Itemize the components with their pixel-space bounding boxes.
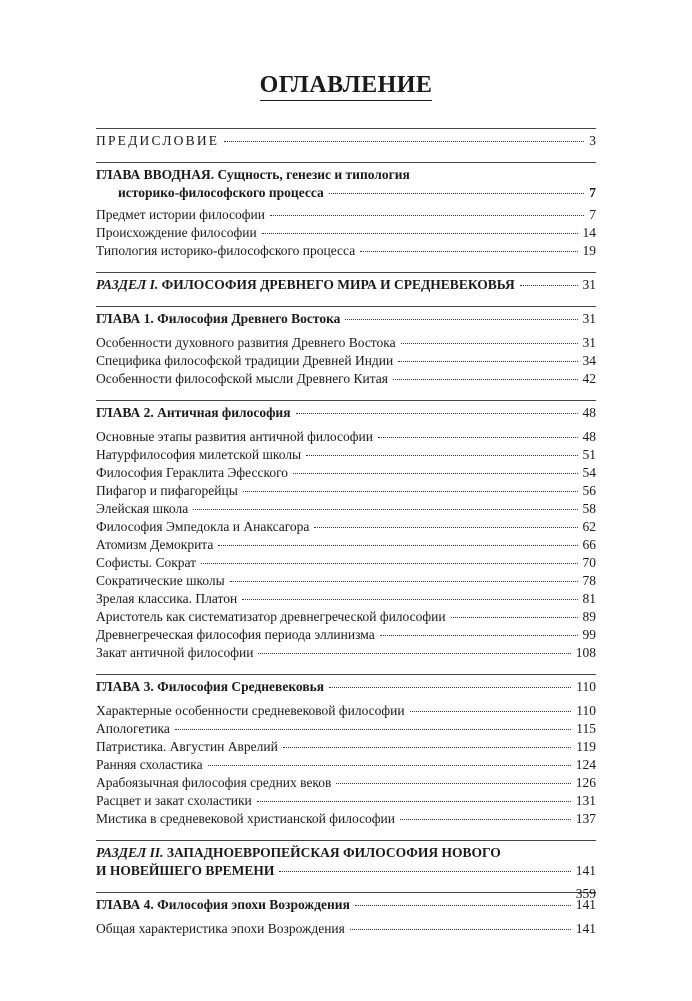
toc-entry-page: 124: [575, 757, 596, 772]
toc-entry-page: 137: [575, 811, 596, 826]
chapter-4-items: [96, 920, 596, 938]
toc-entry-label: Сократические школы: [96, 573, 225, 588]
toc-entry-label: Пифагор и пифагорейцы: [96, 483, 238, 498]
toc-entry[interactable]: [96, 702, 596, 720]
toc-entry-label: Патристика. Августин Аврелий: [96, 739, 278, 754]
toc-entry-page: 81: [582, 591, 596, 606]
leader-dots: [201, 562, 577, 564]
leader-dots: [224, 140, 584, 142]
toc-entry-page: 14: [582, 225, 596, 240]
chapter-1-items: [96, 334, 596, 388]
toc-entry-label: Особенности духовного развития Древнего Востока: [96, 335, 396, 350]
leader-dots: [401, 342, 578, 344]
leader-dots: [355, 904, 571, 906]
toc-entry-label: Общая характеристика эпохи Возрождения: [96, 921, 345, 936]
toc-entry[interactable]: [96, 720, 596, 738]
toc-entry-label: Мистика в средневековой христианской философии: [96, 811, 396, 826]
toc-entry-label: Элейская школа: [96, 501, 189, 516]
leader-dots: [360, 250, 577, 252]
leader-dots: [279, 870, 570, 872]
chapter-3-items: [96, 702, 596, 828]
leader-dots: [293, 472, 577, 474]
toc-entry[interactable]: [96, 738, 596, 756]
leader-dots: [398, 360, 577, 362]
leader-dots: [306, 454, 577, 456]
toc-entry-page: 51: [582, 447, 596, 462]
leader-dots: [378, 436, 578, 438]
leader-dots: [329, 192, 584, 194]
toc-entry-chapter-4[interactable]: ГЛАВА 4. Философия эпохи Возрождения 141: [96, 897, 596, 912]
intro-chapter-items: [96, 206, 596, 260]
toc-entry-label: Древнегреческая философия периода эллинизма: [96, 627, 375, 642]
toc-entry-chapter-3[interactable]: ГЛАВА 3. Философия Средневековья 110: [96, 679, 596, 694]
toc-entry-chapter-2[interactable]: ГЛАВА 2. Античная философия 48: [96, 405, 596, 420]
toc-entry-label: Арабоязычная философия средних веков: [96, 775, 332, 790]
leader-dots: [451, 616, 578, 618]
table-of-contents: [96, 128, 596, 938]
page-title: ОГЛАВЛЕНИЕ: [0, 72, 692, 101]
leader-dots: [314, 526, 577, 528]
toc-entry-label: Типология историко-философского процесса: [96, 243, 356, 258]
leader-dots: [242, 598, 577, 600]
toc-entry[interactable]: [96, 644, 596, 662]
toc-entry-page: 99: [582, 627, 596, 642]
toc-entry-page: 54: [582, 465, 596, 480]
leader-dots: [243, 490, 578, 492]
divider: [96, 128, 596, 129]
toc-entry-label: Аристотель как систематизатор древнегреческой философии: [96, 609, 446, 624]
toc-entry-page: 19: [582, 243, 596, 258]
divider: [96, 674, 596, 675]
toc-entry-page: 34: [582, 353, 596, 368]
toc-entry[interactable]: [96, 500, 596, 518]
toc-entry-page: 31: [582, 335, 596, 350]
toc-entry-page: 119: [576, 739, 596, 754]
toc-entry[interactable]: [96, 206, 596, 224]
toc-entry-label: Закат античной философии: [96, 645, 254, 660]
toc-entry-label: Натурфилософия милетской школы: [96, 447, 302, 462]
leader-dots: [393, 378, 577, 380]
toc-entry-page: 58: [582, 501, 596, 516]
toc-entry-label: Основные этапы развития античной философии: [96, 429, 373, 444]
toc-entry-label: Специфика философской традиции Древней Индии: [96, 353, 394, 368]
toc-entry-label: Зрелая классика. Платон: [96, 591, 238, 606]
toc-entry[interactable]: [96, 224, 596, 242]
leader-dots: [270, 214, 584, 216]
divider: [96, 892, 596, 893]
toc-entry-page: 66: [582, 537, 596, 552]
toc-entry-intro-chapter[interactable]: ГЛАВА ВВОДНАЯ. Сущность, генезис и типология историко-философского процесса 7: [96, 167, 596, 200]
leader-dots: [380, 634, 578, 636]
chapter-2-items: [96, 428, 596, 662]
leader-dots: [257, 800, 571, 802]
toc-entry[interactable]: [96, 774, 596, 792]
leader-dots: [218, 544, 577, 546]
toc-entry-label: Предмет истории философии: [96, 207, 265, 222]
leader-dots: [230, 580, 578, 582]
leader-dots: [258, 652, 570, 654]
toc-entry-label: Характерные особенности средневековой философии: [96, 703, 405, 718]
toc-entry[interactable]: [96, 518, 596, 536]
toc-entry-page: 108: [575, 645, 596, 660]
toc-entry-section-1[interactable]: РАЗДЕЛ I. ФИЛОСОФИЯ ДРЕВНЕГО МИРА И СРЕДНЕВЕКОВЬЯ 31: [96, 277, 596, 292]
toc-entry[interactable]: [96, 756, 596, 774]
toc-entry[interactable]: [96, 608, 596, 626]
leader-dots: [345, 318, 577, 320]
toc-entry[interactable]: [96, 482, 596, 500]
toc-entry[interactable]: [96, 792, 596, 810]
toc-entry-page: 56: [582, 483, 596, 498]
toc-entry-label: Расцвет и закат схоластики: [96, 793, 252, 808]
toc-entry[interactable]: [96, 242, 596, 260]
toc-entry[interactable]: [96, 334, 596, 352]
leader-dots: [296, 412, 578, 414]
toc-entry-label: Атомизм Демокрита: [96, 537, 214, 552]
toc-entry-chapter-1[interactable]: ГЛАВА 1. Философия Древнего Востока 31: [96, 311, 596, 326]
toc-entry[interactable]: [96, 572, 596, 590]
leader-dots: [410, 710, 572, 712]
divider: [96, 306, 596, 307]
toc-entry[interactable]: [96, 920, 596, 938]
toc-entry-label: Происхождение философии: [96, 225, 257, 240]
toc-entry-page: 141: [575, 921, 596, 936]
toc-entry-page: 7: [589, 207, 596, 222]
divider: [96, 162, 596, 163]
leader-dots: [336, 782, 570, 784]
leader-dots: [350, 928, 571, 930]
leader-dots: [175, 728, 571, 730]
toc-entry[interactable]: [96, 428, 596, 446]
leader-dots: [329, 686, 571, 688]
toc-entry[interactable]: [96, 590, 596, 608]
toc-entry-page: 42: [582, 371, 596, 386]
toc-entry-label: Философия Эмпедокла и Анаксагора: [96, 519, 310, 534]
leader-dots: [208, 764, 571, 766]
toc-entry-preface[interactable]: ПРЕДИСЛОВИЕ 3: [96, 133, 596, 148]
toc-entry-page: 48: [582, 429, 596, 444]
toc-entry-page: 78: [582, 573, 596, 588]
toc-entry[interactable]: [96, 536, 596, 554]
toc-entry[interactable]: [96, 554, 596, 572]
toc-entry[interactable]: [96, 370, 596, 388]
leader-dots: [262, 232, 578, 234]
toc-entry[interactable]: [96, 352, 596, 370]
leader-dots: [520, 284, 578, 286]
divider: [96, 272, 596, 273]
toc-entry-page: 131: [575, 793, 596, 808]
toc-entry-page: 110: [576, 703, 596, 718]
toc-entry-label: Ранняя схоластика: [96, 757, 203, 772]
toc-entry-label: Софисты. Сократ: [96, 555, 197, 570]
page-number: 359: [575, 886, 596, 901]
toc-entry-label: Философия Гераклита Эфесского: [96, 465, 289, 480]
divider: [96, 840, 596, 841]
toc-entry[interactable]: [96, 464, 596, 482]
toc-entry-page: 62: [582, 519, 596, 534]
toc-entry[interactable]: [96, 446, 596, 464]
divider: [96, 400, 596, 401]
leader-dots: [193, 508, 577, 510]
toc-entry[interactable]: [96, 626, 596, 644]
toc-entry-section-2[interactable]: РАЗДЕЛ II. ЗАПАДНОЕВРОПЕЙСКАЯ ФИЛОСОФИЯ НОВОГО И НОВЕЙШЕГО ВРЕМЕНИ 141: [96, 845, 596, 878]
toc-entry-label: Апологетика: [96, 721, 170, 736]
toc-entry-page: 89: [582, 609, 596, 624]
leader-dots: [283, 746, 571, 748]
toc-entry-page: 70: [582, 555, 596, 570]
toc-entry-label: Особенности философской мысли Древнего Китая: [96, 371, 389, 386]
toc-entry-page: 115: [576, 721, 596, 736]
toc-entry-page: 126: [575, 775, 596, 790]
toc-entry[interactable]: [96, 810, 596, 828]
leader-dots: [400, 818, 571, 820]
